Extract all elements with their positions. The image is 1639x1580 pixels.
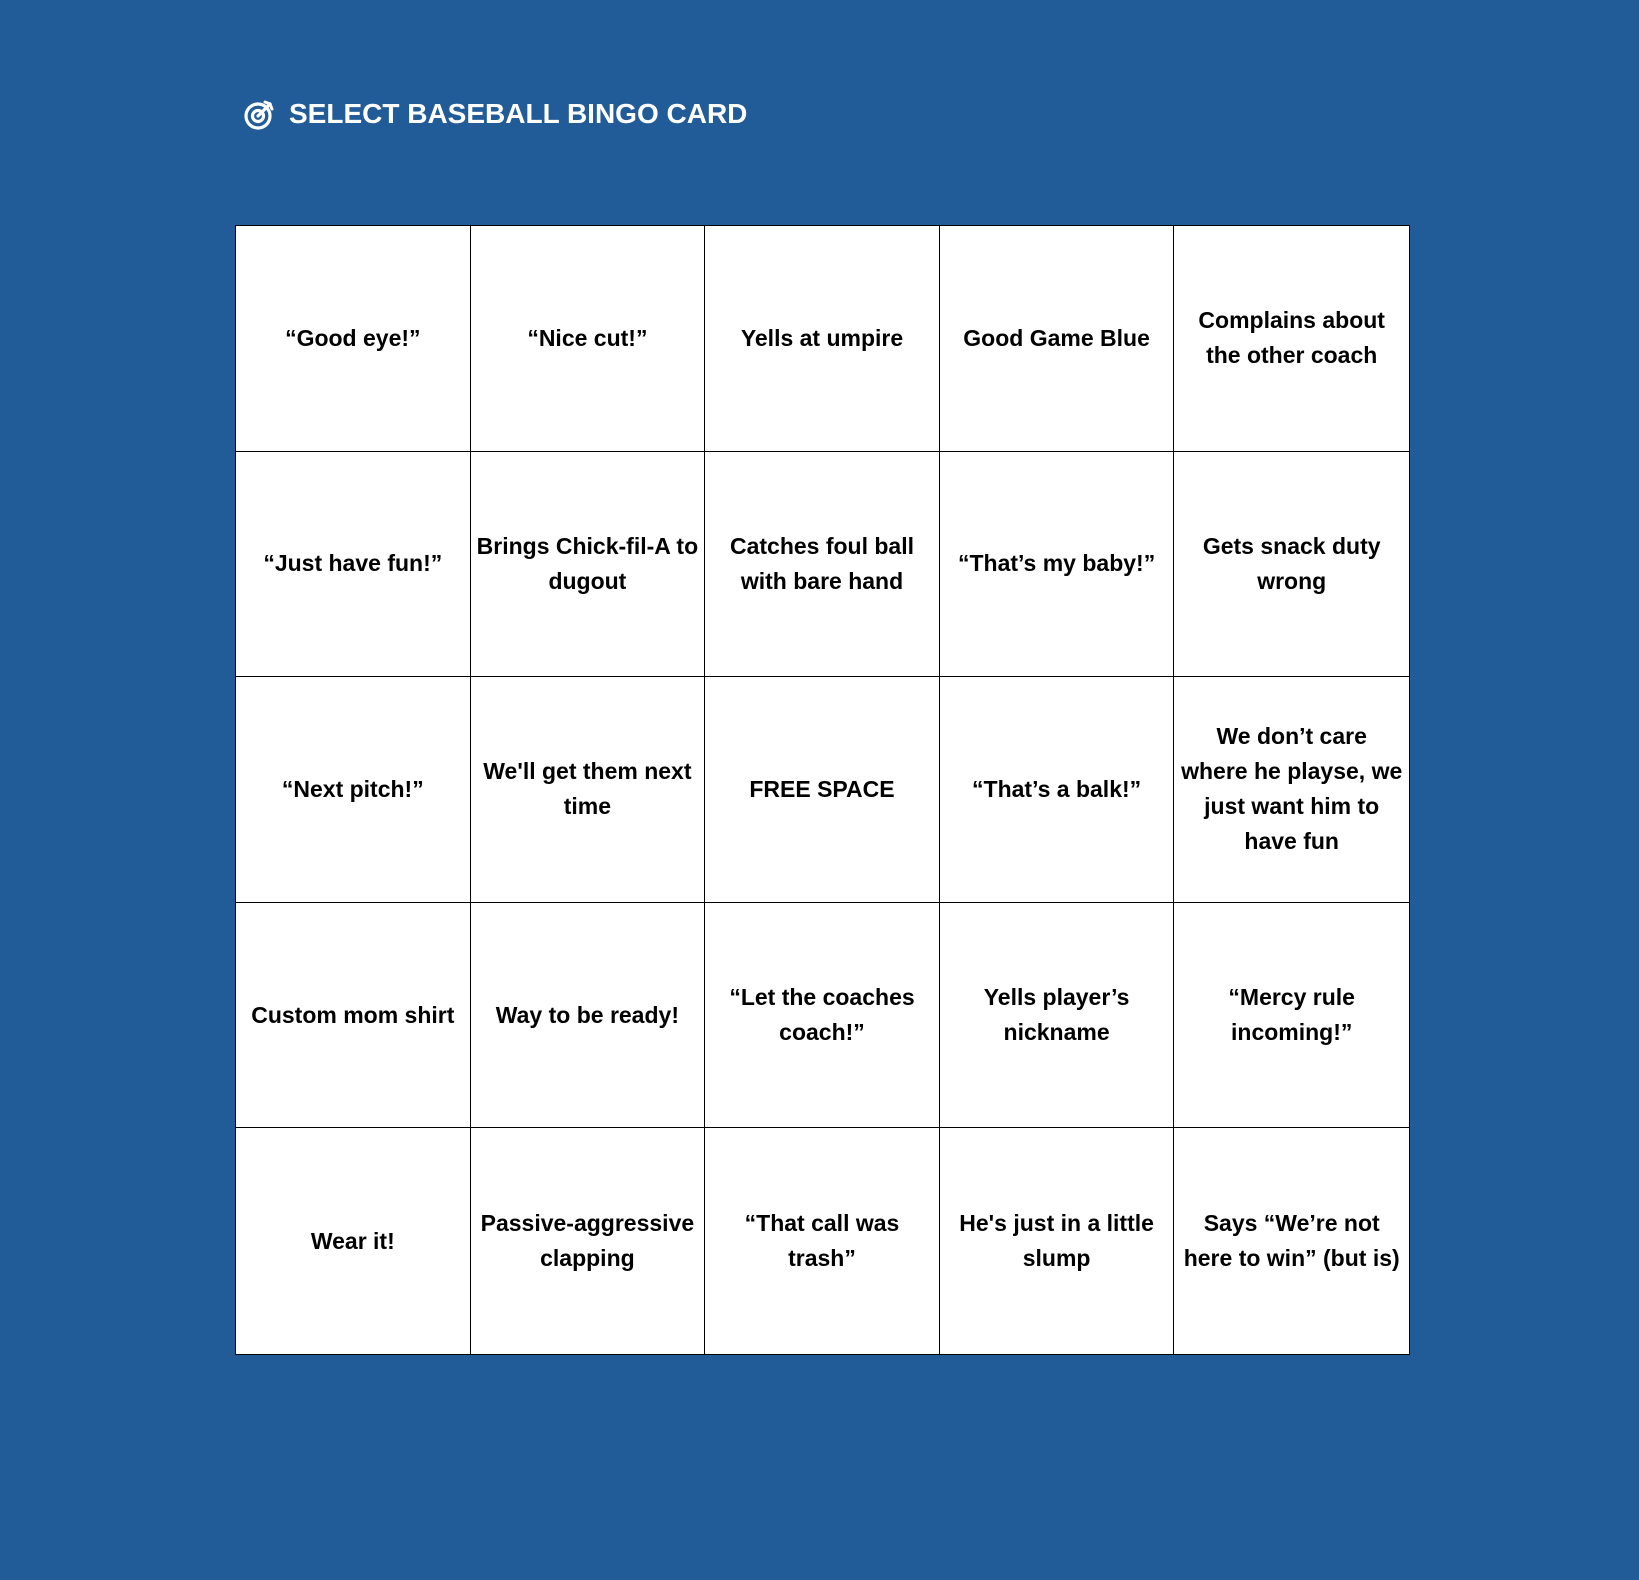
page-title: SELECT BASEBALL BINGO CARD [289, 98, 748, 129]
bingo-card [235, 225, 1410, 1355]
bingo-cell[interactable]: Brings Chick-fil-A to dugout [471, 452, 706, 678]
bingo-cell[interactable]: Passive-aggressive clapping [471, 1128, 706, 1354]
bingo-cell[interactable]: Yells player’s nickname [940, 903, 1175, 1129]
bingo-cell[interactable]: “Nice cut!” [471, 226, 706, 452]
free-space-cell[interactable]: FREE SPACE [705, 677, 940, 903]
bingo-cell[interactable]: “Let the coaches coach!” [705, 903, 940, 1129]
bingo-cell[interactable]: He's just in a little slump [940, 1128, 1175, 1354]
bingo-cell[interactable]: “That’s a balk!” [940, 677, 1175, 903]
bingo-cell[interactable]: Says “We’re not here to win” (but is) [1183, 1210, 1400, 1272]
bingo-cell[interactable]: Complains about the other coach [1174, 226, 1409, 452]
bingo-cell[interactable]: “That’s my baby!” [940, 452, 1175, 678]
bingo-cell[interactable]: We'll get them next time [471, 677, 706, 903]
bingo-cell[interactable]: Yells at umpire [705, 226, 940, 452]
bingo-cell[interactable]: “That call was trash” [705, 1128, 940, 1354]
page-header [243, 94, 747, 134]
bingo-cell[interactable]: We don’t care where he playse, we just want him to have fun [1174, 677, 1409, 903]
bingo-cell[interactable]: Good Game Blue [940, 226, 1175, 452]
bingo-cell[interactable]: “Good eye!” [236, 226, 471, 452]
bingo-cell[interactable]: Wear it! [236, 1128, 471, 1354]
bingo-cell[interactable]: “Mercy rule incoming!” [1174, 903, 1409, 1129]
bingo-cell[interactable]: Gets snack duty wrong [1174, 452, 1409, 678]
bingo-cell[interactable]: “Just have fun!” [236, 452, 471, 678]
bingo-cell[interactable]: “Next pitch!” [236, 677, 471, 903]
bingo-cell[interactable]: Custom mom shirt [236, 903, 471, 1129]
bingo-cell[interactable]: Way to be ready! [471, 903, 706, 1129]
target-icon [243, 97, 277, 131]
bingo-cell[interactable]: Catches foul ball with bare hand [705, 452, 940, 678]
